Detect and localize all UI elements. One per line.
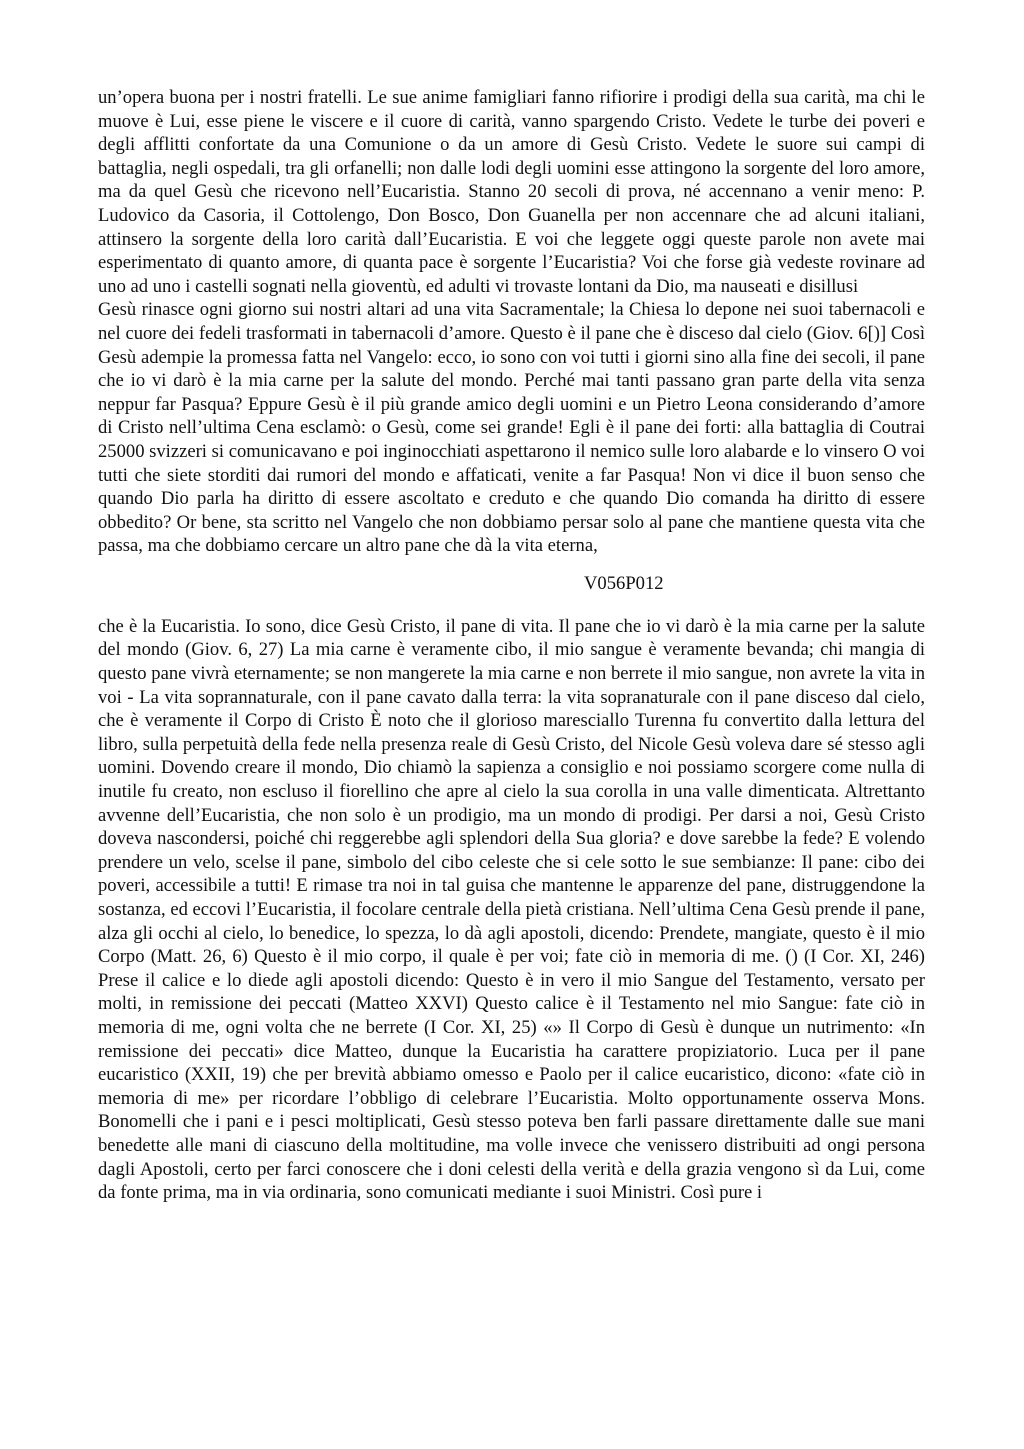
- paragraph-2: Gesù rinasce ogni giorno sui nostri altari ad una vita Sacramentale; la Chiesa lo depone nei suoi tabernacoli e nel cuore dei fedeli trasformati in tabernacoli d’amore. Questo è il pane che è disceso dal cielo (Giov. 6[)] Così Gesù adempie la promessa fatta nel Vangelo: ecco, io sono con voi tutti i giorni sino alla fine dei secoli, il pane che io vi darò è la mia carne per la salute del mondo. Perché mai tanti passano gran parte della vita senza neppur far Pasqua? Eppure Gesù è il più grande amico degli uomini e un Pietro Leona considerando d’amore di Cristo nell’ultima Cena esclamò: o Gesù, come sei grande! Egli è il pane dei forti: alla battaglia di Coutrai 25000 svizzeri si comunicavano e poi inginocchiati aspettarono il nemico sulle loro alabarde e lo vinsero O voi tutti che siete storditi dai rumori del mondo e affaticati, venite a far Pasqua! Non vi dice il buon senso che quando Dio parla ha diritto di essere ascoltato e creduto e che quando Dio comanda ha diritto di essere obbedito? Or bene, sta scritto nel Vangelo che non dobbiamo persar solo al pane che mantiene questa vita che passa, ma che dobbiamo cercare un altro pane che dà la vita eterna,: [98, 299, 925, 557]
- page-marker: V056P012: [584, 572, 664, 594]
- paragraph-3: che è la Eucaristia. Io sono, dice Gesù Cristo, il pane di vita. Il pane che io vi darò è la mia carne per la salute del mondo (Giov. 6, 27) La mia carne è veramente cibo, il mio sangue è veramente bevanda; chi mangia di questo pane vivrà eternamente; se non mangerete la mia carne e non berrete il mio sangue, non avrete la vita in voi - La vita soprannaturale, con il pane cavato dalla terra: la vita sopranaturale con il pane disceso dal cielo, che è veramente il Corpo di Cristo È noto che il glorioso maresciallo Turenna fu convertito dalla lettura del libro, sulla perpetuità della fede nella presenza reale di Gesù Cristo, del Nicole Gesù voleva dare sé stesso agli uomini. Dovendo creare il mondo, Dio chiamò la sapienza a consiglio e noi possiamo scorgere come nulla di inutile fu creato, non escluso il fiorellino che apre al cielo la sua corolla in una valle dimenticata. Altrettanto avvenne dell’Eucaristia, che non solo è un prodigio, ma un mondo di prodigi. Per darsi a noi, Gesù Cristo doveva nascondersi, poiché chi reggerebbe agli splendori della Sua gloria? e dove sarebbe la fede? E volendo prendere un velo, scelse il pane, simbolo del cibo celeste che si cele sotto le sue sembianze: Il pane: cibo dei poveri, accessibile a tutti! E rimase tra noi in tal guisa che mantenne le apparenze del pane, distruggendone la sostanza, ed eccovi l’Eucaristia, il focolare centrale della pietà cristiana. Nell’ultima Cena Gesù prende il pane, alza gli occhi al cielo, lo benedice, lo spezza, lo dà agli apostoli, dicendo: Prendete, mangiate, questo è il mio Corpo (Matt. 26, 6) Questo è il mio corpo, il quale è per voi; fate ciò in memoria di me. () (I Cor. XI, 246) Prese il calice e lo diede agli apostoli dicendo: Questo è in vero il mio Sangue del Testamento, versato per molti, in remissione dei peccati (Matteo XXVI) Questo calice è il Testamento nel mio Sangue: fate ciò in memoria di me, ogni volta che ne berrete (I Cor. XI, 25) «» Il Corpo di Gesù è dunque un nutrimento: «In remissione dei peccati» dice Matteo, dunque la Eucaristia ha carattere propiziatorio. Luca per il pane eucaristico (XXII, 19) che per brevità abbiamo omesso e Paolo per il calice eucaristico, dicono: «fate ciò in memoria di me» per ricordare l’obbligo di celebrare l’Eucaristia. Molto opportunamente osserva Mons. Bonomelli che i pani e i pesci moltiplicati, Gesù stesso poteva ben farli passare direttamente dalle sue mani benedette alle mani di ciascuno della moltitudine, ma volle invece che venissero distribuiti ad ongi persona dagli Apostoli, certo per farci conoscere che i doni celesti della verità e della grazia vengono sì da Lui, come da fonte prima, ma in via ordinaria, sono comunicati mediante i suoi Ministri. Così pure i: [98, 615, 925, 1204]
- document-page: [98, 86, 925, 1205]
- paragraph-1: un’opera buona per i nostri fratelli. Le sue anime famigliari fanno rifiorire i prodigi della sua carità, ma chi le muove è Lui, esse piene le viscere e il cuore di carità, vanno spargendo Cristo. Vedete le turbe dei poveri e degli afflitti confortate da una Comunione o da un amore di Gesù Cristo. Vedete le suore sui campi di battaglia, negli ospedali, tra gli orfanelli; non dalle lodi degli uomini esse attingono la sorgente del loro amore, ma da quel Gesù che ricevono nell’Eucaristia. Stanno 20 secoli di prova, né accennano a venir meno: P. Ludovico da Casoria, il Cottolengo, Don Bosco, Don Guanella per non accennare che ad alcuni italiani, attinsero la sorgente della loro carità dall’Eucaristia. E voi che leggete oggi queste parole non avete mai esperimentato di quanto amore, di quanta pace è sorgente l’Eucaristia? Voi che forse già vedeste rovinare ad uno ad uno i castelli sognati nella gioventù, ed adulti vi trovaste lontani da Dio, ma nauseati e disillusi: [98, 87, 925, 297]
